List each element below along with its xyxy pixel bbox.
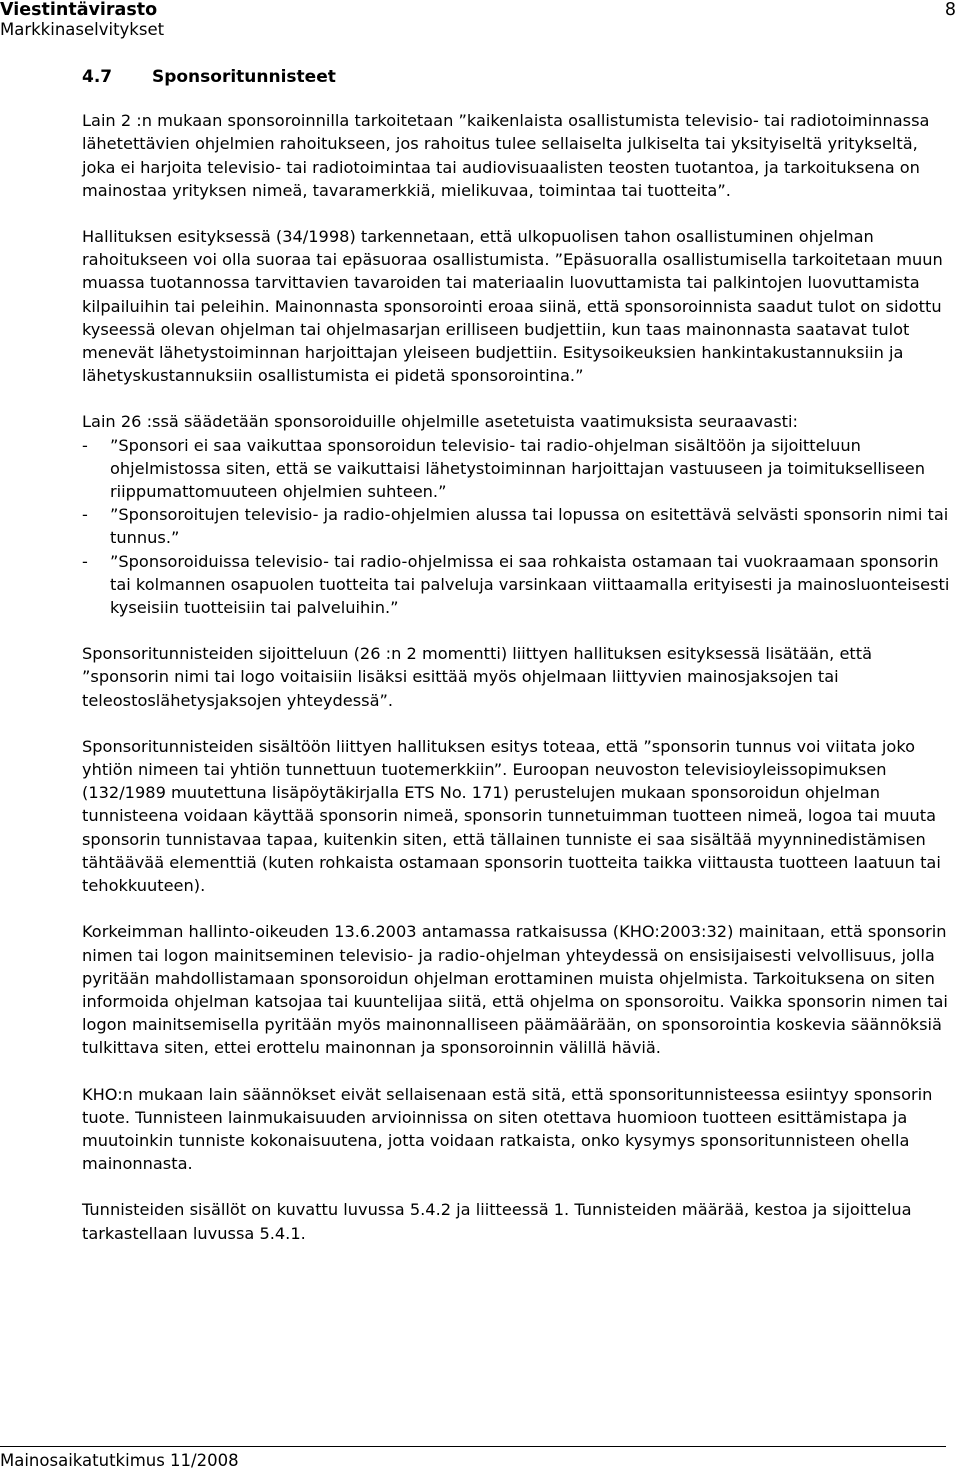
- list-dash: -: [82, 435, 88, 455]
- paragraph-7: KHO:n mukaan lain säännökset eivät sellaisenaan estä sitä, että sponsoritunnisteessa esiintyy sponsorin tuote. Tunnisteen lainmukaisuuden arvioinnissa on siten otettava huomioon tuotteen esittämistapa ja muutoinkin tunniste kokonaisuutena, jotta voidaan ratkaista, onko kysymys sponsoritunnisteen ohella mainonnasta.: [82, 1084, 933, 1174]
- paragraph-4: Sponsoritunnisteiden sijoitteluun (26 :n 2 momentti) liittyen hallituksen esityksessä lisätään, että ”sponsorin nimi tai logo voitaisiin lisäksi esittää myös ohjelmaan liittyvien mainosjaksojen tai teleostoslähetysjaksojen yhteydessä”.: [82, 644, 873, 710]
- list-item: [82, 550, 954, 620]
- list-item: [82, 434, 954, 504]
- paragraph-2: Hallituksen esityksessä (34/1998) tarkennetaan, että ulkopuolisen tahon osallistuminen ohjelman rahoitukseen voi olla suoraa tai epäsuoraa osallistumista. ”Epäsuoralla osallistumisella tarkoitetaan muun muassa tuotannossa tarvittavien tavaroiden tai materiaalin luovuttamista tai palkintojen luovuttamista kilpailuihin tai peleihin. Mainonnasta sponsorointi eroaa siinä, että sponsoroinnista saadut tulot on sidottu kyseessä olevan ohjelman tai ohjelmasarjan erilliseen budjettiin, kun taas mainonnasta saatavat tulot menevät lähetystoiminnan harjoittajan yleiseen budjettiin. Esitysoikeuksien hankintakustannuksiin ja lähetyskustannuksiin osallistumista ei pidetä sponsorointina.”: [82, 227, 943, 386]
- paragraph-6: Korkeimman hallinto-oikeuden 13.6.2003 antamassa ratkaisussa (KHO:2003:32) mainitaan, että sponsorin nimen tai logon mainitseminen televisio- ja radio-ohjelman yhteydessä on ensisijaisesti velvollisuus, jolla pyritään mahdollistamaan sponsoroidun ohjelman erottaminen muista ohjelmista. Tarkoituksena on siten informoida ohjelman katsojaa tai kuuntelijaa siitä, että ohjelma on sponsoroitu. Vaikka sponsorin nimen tai logon mainitsemisella pyritään myös mainonnalliseen päämäärään, on sponsorointia koskevia säännöksiä tulkittava siten, ettei erottelu mainonnan ja sponsoroinnin välillä häviä.: [82, 922, 948, 1058]
- list-dash: -: [82, 505, 88, 525]
- list-item-text: ”Sponsoroitujen televisio- ja radio-ohjelmien alussa tai lopussa on esitettävä selvästi sponsorin nimi tai tunnus.”: [110, 505, 949, 548]
- list-dash: -: [82, 551, 88, 571]
- document-body: [82, 66, 954, 1268]
- section-title: Sponsoritunnisteet: [151, 67, 336, 87]
- organization-name: Viestintävirasto: [0, 0, 158, 20]
- paragraph-5: Sponsoritunnisteiden sisältöön liittyen hallituksen esitys toteaa, että ”sponsorin tunnus voi viitata joko yhtiön nimeen tai yhtiön tunnettuun tuotemerkkiin”. Euroopan neuvoston televisioyleissopimuksen (132/1989 muutettuna lisäpöytäkirjalla ETS No. 171) perustelujen mukaan sponsoroidun ohjelman tunnisteena voidaan käyttää sponsorin nimeä, sponsorin tunnetuimman tuotteen nimeä, logoa tai muuta sponsorin tunnistavaa tapaa, kuitenkin siten, että tällainen tunniste ei saa sisältää myynninedistämisen tähtäävää elementtiä (kuten rohkaista ostamaan sponsorin tuotteita taikka viittausta tuotteen laatuun tai tehokkuuteen).: [82, 736, 941, 896]
- department-name: Markkinaselvitykset: [0, 20, 165, 39]
- list-item-text: ”Sponsoroiduissa televisio- tai radio-ohjelmissa ei saa rohkaista ostamaan tai vuokraamaan sponsorin tai kolmannen osapuolen tuotteita tai palveluja varsinkaan viittaamalla erityisesti ja mainosluonteisesti kyseisiin tuotteisiin tai palveluihin.”: [110, 551, 950, 618]
- paragraph-8: Tunnisteiden sisällöt on kuvattu luvussa 5.4.2 ja liitteessä 1. Tunnisteiden määrää, kestoa ja sijoittelua tarkastellaan luvussa 5.4.1.: [82, 1200, 912, 1243]
- footer-divider: [0, 1446, 946, 1447]
- requirements-list: [82, 434, 954, 620]
- list-item: [82, 503, 954, 549]
- section-heading: [82, 66, 954, 89]
- paragraph-1: Lain 2 :n mukaan sponsoroinnilla tarkoitetaan ”kaikenlaista osallistumista televisio- tai radiotoiminnassa lähetettävien ohjelmien rahoitukseen, jos rahoitus tulee sellaiselta julkiselta tai yksityiseltä yritykseltä, joka ei harjoita televisio- tai radiotoimintaa tai audiovisuaalisten teosten tuotantoa, ja tarkoituksena on mainostaa yrityksen nimeä, tavaramerkkiä, mielikuvaa, toimintaa tai tuotteita”.: [82, 111, 930, 200]
- list-item-text: ”Sponsori ei saa vaikuttaa sponsoroidun televisio- tai radio-ohjelman sisältöön ja sijoitteluun ohjelmistossa siten, että se vaikuttaisi lähetystoiminnan harjoittajan vastuuseen ja toimitukselliseen riippumattomuuteen ohjelmien suhteen.”: [110, 435, 925, 502]
- page-number: 8: [944, 0, 956, 20]
- footer-text: Mainosaikatutkimus 11/2008: [0, 1451, 239, 1470]
- section-number: 4.7: [82, 67, 113, 87]
- paragraph-3-intro: Lain 26 :ssä säädetään sponsoroiduille ohjelmille asetetuista vaatimuksista seuraavasti:: [82, 412, 798, 432]
